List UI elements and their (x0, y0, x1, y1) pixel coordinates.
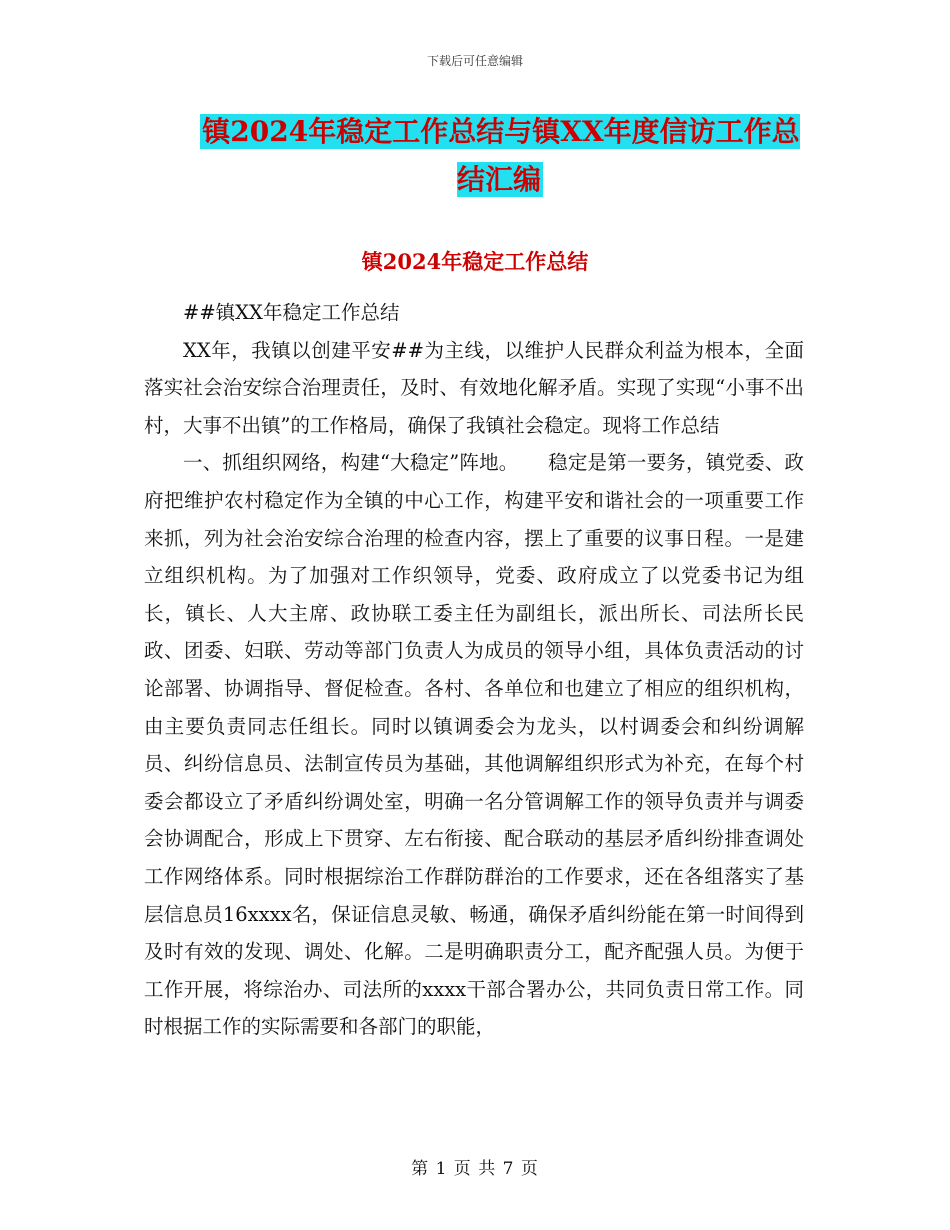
document-body (144, 294, 804, 1046)
body-paragraph: ##镇XX年稳定工作总结 (183, 301, 400, 324)
document-title-text: 镇2024年稳定工作总结与镇XX年度信访工作总结汇编 (202, 115, 800, 196)
header-note: 下载后可任意编辑 (426, 54, 523, 68)
section-title: 镇2024年稳定工作总结 (361, 249, 589, 274)
body-paragraph: XX年，我镇以创建平安##为主线，以维护人民群众利益为根本，全面落实社会治安综合治理责任，及时、有效地化解矛盾。实现了实现“小事不出村，大事不出镇”的工作格局，确保了我镇社会稳定。现将工作总结 (144, 338, 804, 437)
body-paragraph: 一、抓组织网络，构建“大稳定”阵地。 稳定是第一要务，镇党委、政府把维护农村稳定作为全镇的中心工作，构建平安和谐社会的一项重要工作来抓，列为社会治安综合治理的检查内容，摆上了重要的议事日程。一是建立组织机构。为了加强对工作织领导，党委、政府成立了以党委书记为组长，镇长、人大主席、政协联工委主任为副组长，派出所长、司法所长民政、团委、妇联、劳动等部门负责人为成员的领导小组，具体负责活动的讨论部署、协调指导、督促检查。各村、各单位和也建立了相应的组织机构，由主要负责同志任组长。同时以镇调委会为龙头，以村调委会和纠纷调解员、纠纷信息员、法制宣传员为基础，其他调解组织形式为补充，在每个村委会都设立了矛盾纠纷调处室，明确一名分管调解工作的领导负责并与调委会协调配合，形成上下贯穿、左右衔接、配合联动的基层矛盾纠纷排查调处工作网络体系。同时根据综治工作群防群治的工作要求，还在各组落实了基层信息员16xxxx名，保证信息灵敏、畅通，确保矛盾纠纷能在第一时间得到及时有效的发现、调处、化解。二是明确职责分工，配齐配强人员。为便于工作开展，将综治办、司法所的xxxx干部合署办公，共同负责日常工作。同时根据工作的实际需要和各部门的职能， (144, 451, 804, 1039)
page-number: 第 1 页 共 7 页 (411, 1159, 539, 1179)
document-title (196, 108, 804, 204)
